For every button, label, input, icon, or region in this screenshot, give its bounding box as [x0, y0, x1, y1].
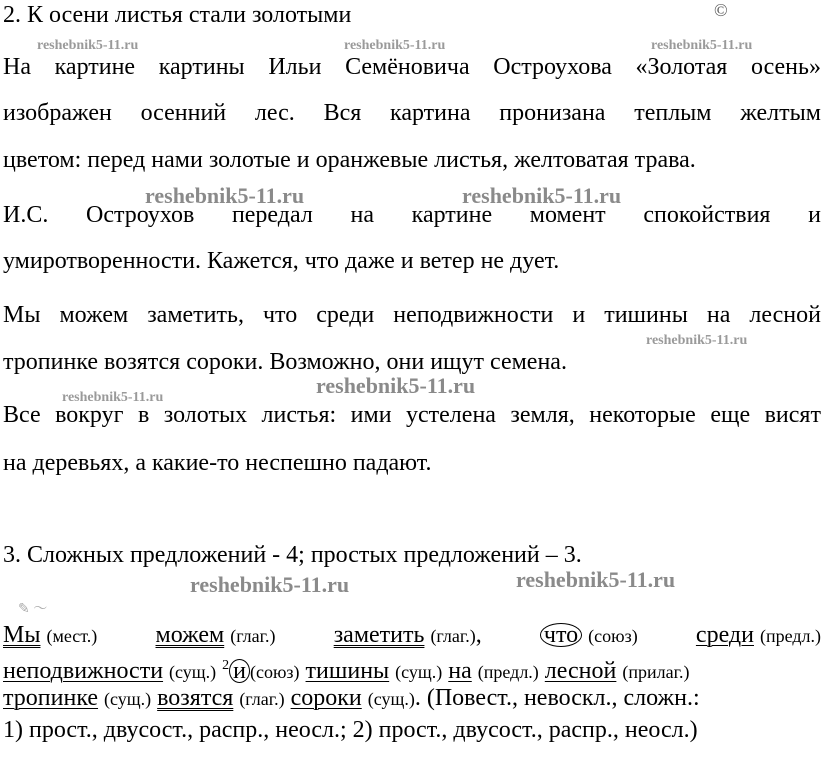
- p2-line-2: умиротворенности. Кажется, что даже и ветер не дует.: [3, 248, 560, 274]
- section-3-heading: 3. Сложных предложений - 4; простых предложений – 3.: [3, 542, 582, 568]
- p4-line-2: на деревьях, а какие-то неспешно падают.: [3, 450, 432, 476]
- watermark: reshebnik5-11.ru: [462, 183, 622, 208]
- watermark: reshebnik5-11.ru: [646, 333, 748, 348]
- analysis-line-2: неподвижности (сущ.) $^2$ и (союз) тишины (сущ.) на (предл.) лесной (прилаг.): [3, 658, 690, 684]
- corner-mark: ©: [714, 0, 728, 20]
- p3-line-1: Мы можем заметить, что среди неподвижности и тишины на лесной: [3, 302, 821, 328]
- watermark: reshebnik5-11.ru: [37, 38, 139, 53]
- section-2-heading: 2. К осени листья стали золотыми: [3, 2, 352, 28]
- analysis-line-1: Мы (мест.) можем (глаг.) заметить (глаг.), что (союз) среди (предл.): [3, 622, 821, 648]
- watermark: reshebnik5-11.ru: [145, 183, 305, 208]
- p1-line-3: цветом: перед нами золотые и оранжевые листья, желтоватая трава.: [3, 147, 696, 173]
- p1-line-1: На картине картины Ильи Семёновича Остроухова «Золотая осень»: [3, 54, 821, 80]
- analysis-line-3: тропинке (сущ.) возятся (глаг.) сороки (сущ.). (Повест., невоскл., сложн.:: [3, 685, 700, 711]
- p2-line-1: И.С. Остроухов передал на картине момент спокойствия и: [3, 202, 821, 228]
- watermark: reshebnik5-11.ru: [516, 567, 676, 592]
- p3-line-2: тропинке возятся сороки. Возможно, они ищут семена.: [3, 349, 567, 375]
- p4-line-1: Все вокруг в золотых листья: ими устелена земля, некоторые еще висят: [3, 402, 821, 428]
- watermark: reshebnik5-11.ru: [62, 390, 164, 405]
- p1-line-2: изображен осенний лес. Вся картина пронизана теплым желтым: [3, 100, 821, 126]
- watermark: reshebnik5-11.ru: [651, 38, 753, 53]
- analysis-line-4: 1) прост., двусост., распр., неосл.; 2) прост., двусост., распр., неосл.): [3, 717, 698, 743]
- watermark: reshebnik5-11.ru: [190, 572, 350, 597]
- watermark: reshebnik5-11.ru: [316, 373, 476, 398]
- pen-mark: ✎ ～: [18, 602, 48, 617]
- watermark: reshebnik5-11.ru: [344, 38, 446, 53]
